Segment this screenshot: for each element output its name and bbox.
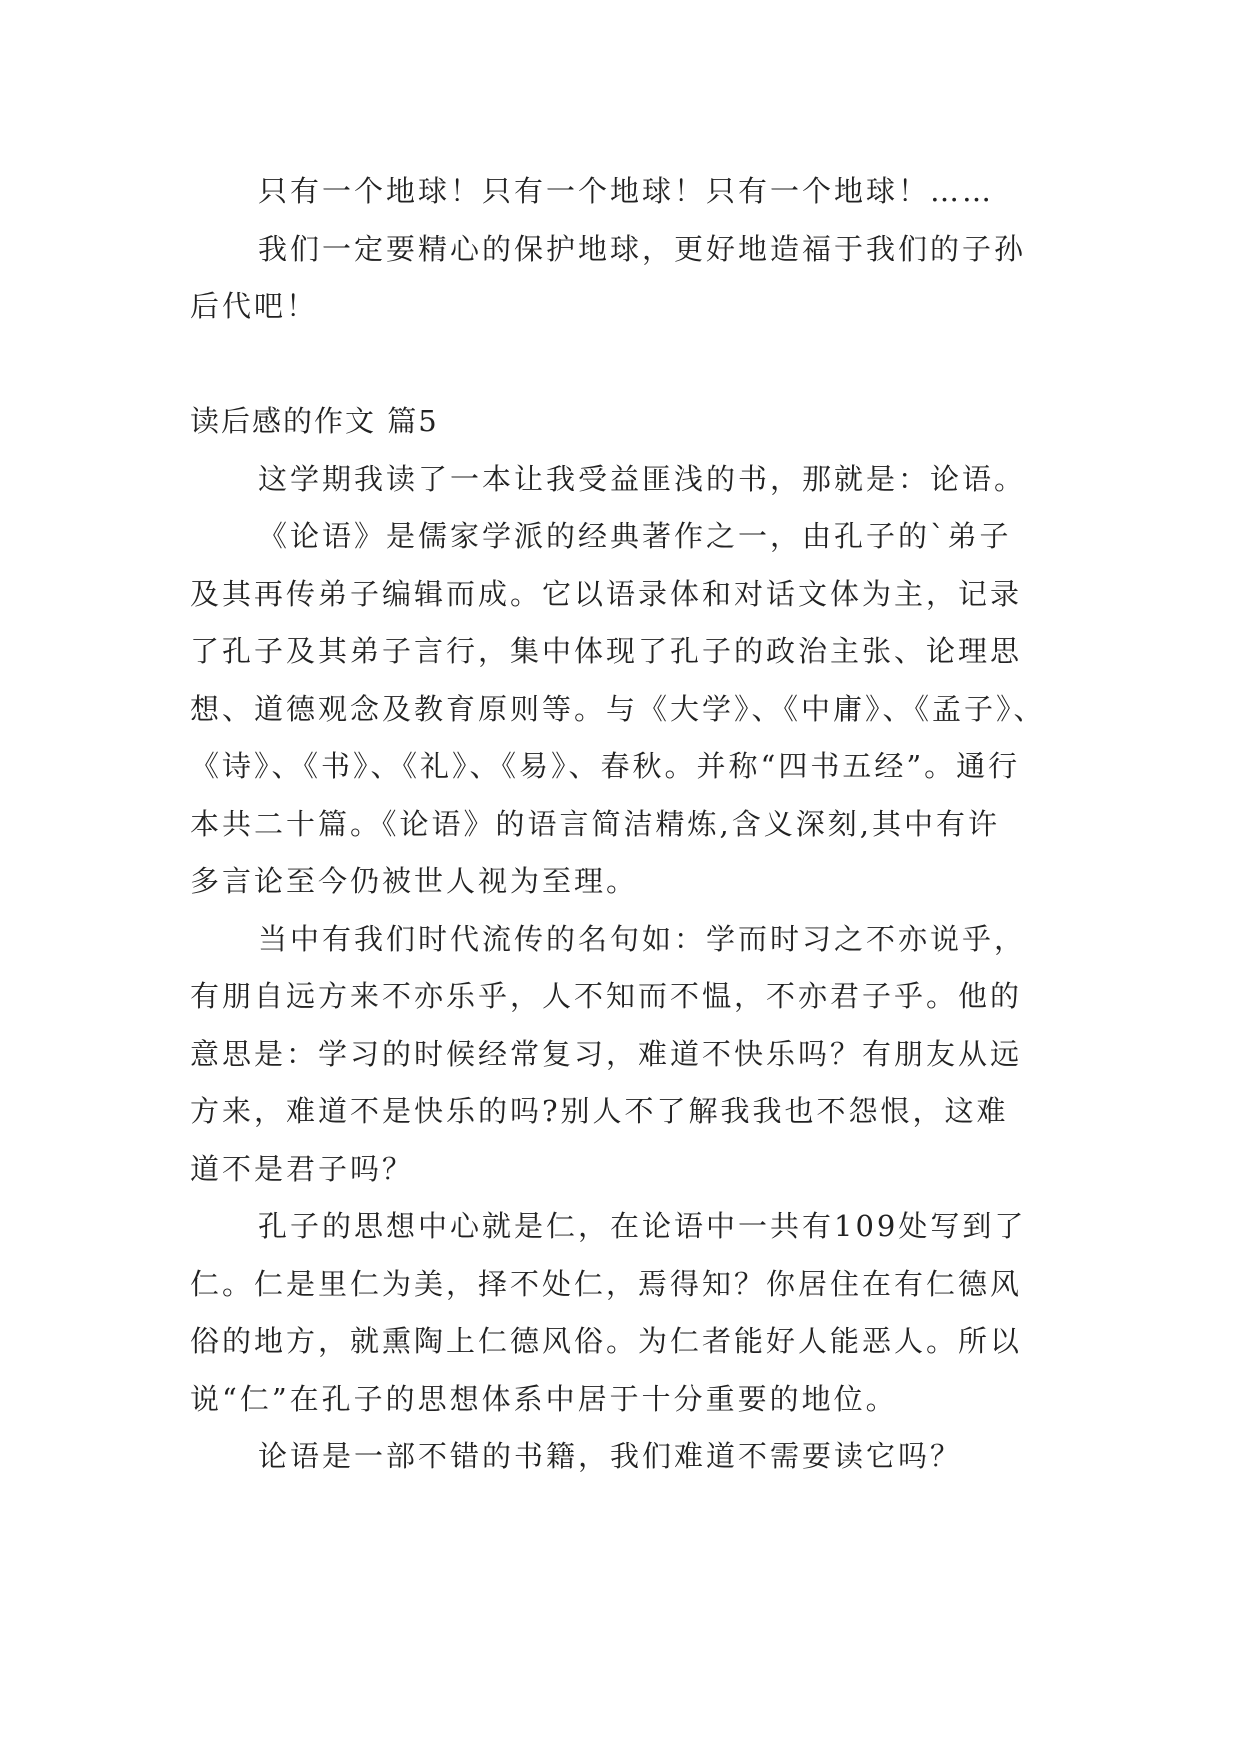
paragraph-line: 本共二十篇。《论语》的语言简洁精炼,含义深刻,其中有许 xyxy=(190,806,1000,841)
paragraph-line: 后代吧！ xyxy=(190,289,319,323)
paragraph-line: 只有一个地球！只有一个地球！只有一个地球！…… xyxy=(258,174,995,208)
paragraph-line: 《论语》是儒家学派的经典著作之一，由孔子的`弟子 xyxy=(258,519,1012,553)
paragraph-line: 俗的地方，就熏陶上仁德风俗。为仁者能好人能恶人。所以 xyxy=(190,1324,1023,1358)
paragraph-line: 孔子的思想中心就是仁，在论语中一共有109处写到了 xyxy=(258,1209,1027,1243)
paragraph xyxy=(190,221,1090,336)
paragraph xyxy=(190,911,1090,1199)
paragraph-line: 《诗》、《书》、《礼》、《易》、春秋。并称“四书五经”。通行 xyxy=(190,749,1021,783)
paragraph-line: 多言论至今仍被世人视为至理。 xyxy=(190,864,639,898)
paragraph-line: 有朋自远方来不亦乐乎，人不知而不愠，不亦君子乎。他的 xyxy=(190,979,1023,1013)
paragraph-line: 我们一定要精心的保护地球，更好地造福于我们的子孙 xyxy=(258,231,1027,266)
blank-line xyxy=(190,336,1090,394)
paragraph-line: 方来，难道不是快乐的吗?别人不了解我我也不怨恨，这难 xyxy=(190,1094,1009,1128)
section-heading: 读后感的作文 篇5 xyxy=(190,404,439,438)
paragraph-line: 仁。仁是里仁为美，择不处仁，焉得知？你居住在有仁德风 xyxy=(190,1266,1023,1301)
paragraph-line: 及其再传弟子编辑而成。它以语录体和对话文体为主，记录 xyxy=(190,576,1023,611)
paragraph xyxy=(190,508,1090,911)
paragraph-line: 意思是：学习的时候经常复习，难道不快乐吗？有朋友从远 xyxy=(190,1036,1023,1071)
paragraph-line: 这学期我读了一本让我受益匪浅的书，那就是：论语。 xyxy=(258,461,1027,496)
paragraph xyxy=(190,1198,1090,1428)
paragraph-line: 说“仁”在孔子的思想体系中居于十分重要的地位。 xyxy=(190,1381,898,1416)
paragraph xyxy=(190,451,1090,509)
paragraph-line: 想、道德观念及教育原则等。与《大学》、《中庸》、《孟子》、 xyxy=(190,691,1046,726)
document-body xyxy=(190,163,1090,1486)
paragraph-line: 当中有我们时代流传的名句如：学而时习之不亦说乎， xyxy=(258,921,1027,956)
paragraph-line: 了孔子及其弟子言行，集中体现了孔子的政治主张、论理思 xyxy=(190,634,1023,668)
paragraph-line: 道不是君子吗？ xyxy=(190,1151,415,1186)
paragraph xyxy=(190,163,1090,221)
paragraph xyxy=(190,1428,1090,1486)
paragraph-line: 论语是一部不错的书籍，我们难道不需要读它吗？ xyxy=(258,1439,963,1473)
